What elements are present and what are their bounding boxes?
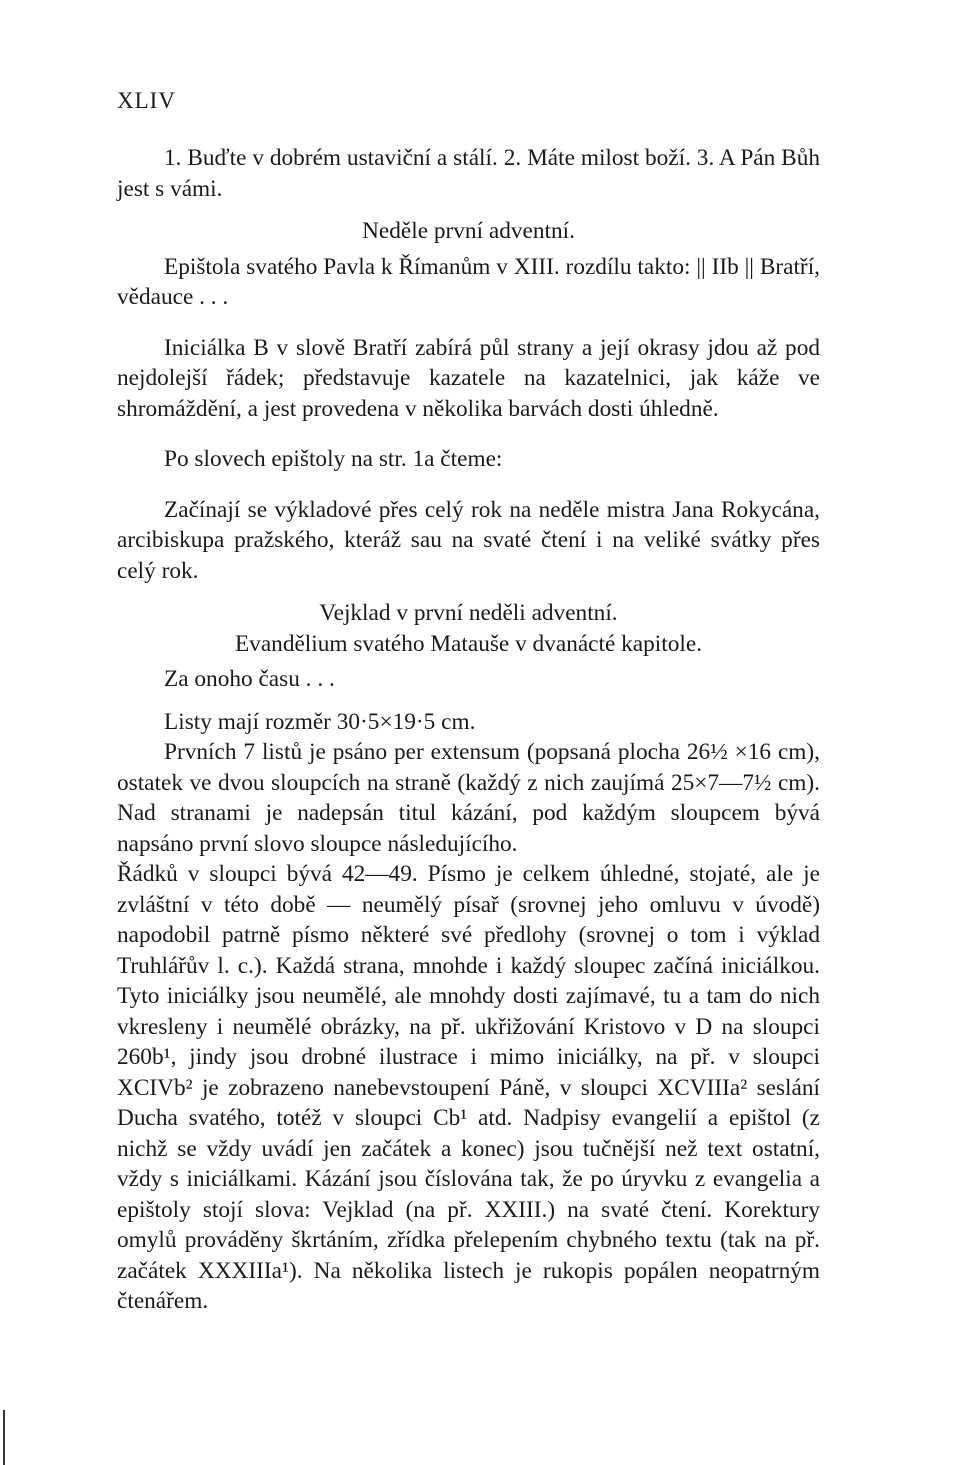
section-heading: Vejklad v první neděli adventní. (319, 600, 618, 626)
paragraph: Iniciálka B v slově Bratří zabírá půl strany a její okrasy jdou až pod nejdolejší řádek; představuje kazatele na kazatelnici, jak káže ve shromáždění, a jest provedena v několika barvách dosti úhledně. (117, 334, 820, 422)
paragraph: Listy mají rozměr 30·5×19·5 cm. (164, 708, 476, 735)
paragraph: Po slovech epištoly na str. 1a čteme: (164, 446, 503, 472)
paragraph: Začínají se výkladové přes celý rok na neděle mistra Jana Rokycána, arcibiskupa pražského, kteráž sau na svaté čtení i na veliké svátky přes celý rok. (117, 496, 820, 584)
paragraph: Řádků v sloupci bývá 42—49. Písmo je celkem úhledné, stojaté, ale je zvláštní v této době — neumělý písař (srovnej jeho omluvu v úvodě) napodobil patrně písmo některé své předlohy (srovnej o tom i výklad Truhlářův l. c.). Každá strana, mnohde i každý sloupec začíná iniciálkou. Tyto iniciálky jsou neumělé, ale mnohdy dosti zajímavé, tu a tam do nich vkresleny i neumělé obrázky, na př. ukřižování Kristovo v D na sloupci 260b¹, jindy jsou drobné ilustrace i mimo iniciálky, na př. v sloupci XCIVb² je zobrazeno nanebevstoupení Páně, v sloupci XCVIIIa² seslání Ducha svatého, totéž v sloupci Cb¹ atd. Nadpisy evangelií a epištol (z nichž se vždy uvádí jen začátek a konec) jsou tučnější než text ostatní, vždy s iniciálkami. Kázání jsou číslována tak, že po úryvku z evangelia a epištoly stojí slova: Vejklad (na př. XXIII.) na svaté čtení. Korektury omylů prováděny škrtáním, zřídka přelepením chybného textu (tak na př. začátek XXXIIIa¹). Na několika listech je rukopis popálen neopatrným čtenářem. (117, 861, 820, 1314)
body-text (117, 143, 820, 1317)
page-number: XLIV (117, 88, 176, 113)
paragraph: Za onoho času . . . (164, 666, 335, 692)
section-heading: Evandělium svatého Matauše v dvanácté kapitole. (234, 630, 703, 657)
paragraph: 1. Buďte v dobrém ustaviční a stálí. 2. Máte milost boží. 3. A Pán Bůh jest s vámi. (117, 145, 820, 202)
paragraph: Prvních 7 listů je psáno per extensum (popsaná plocha 26½ ×16 cm), ostatek ve dvou sloupcích na straně (každý z nich zaujímá 25×7—7½ cm). Nad stranami je nadepsán titul kázání, pod každým sloupcem bývá napsáno první slovo sloupce následujícího. (117, 739, 820, 857)
section-heading: Neděle první adventní. (362, 218, 575, 244)
margin-rule (3, 1410, 5, 1465)
paragraph: Epištola svatého Pavla k Římanům v XIII. rozdílu takto: || IIb || Bratří, vědauce . . . (117, 253, 820, 310)
